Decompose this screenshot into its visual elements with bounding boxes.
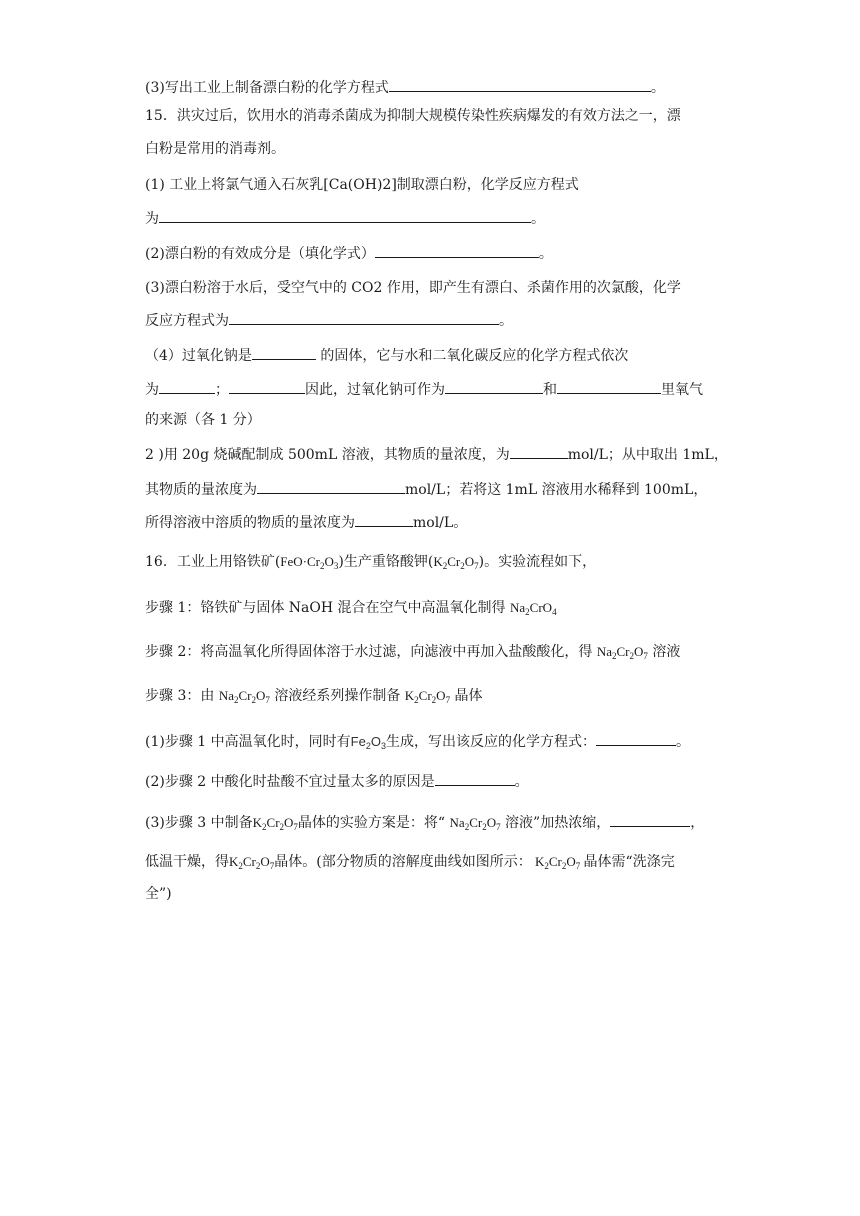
text: 的来源（各 1 分）: [145, 412, 261, 428]
text: 晶体。(部分物质的溶解度曲线如图所示：: [274, 854, 532, 870]
text: 。: [514, 774, 529, 790]
text: mol/L；若将这 1mL 溶液用水稀释到 100mL，: [405, 482, 708, 498]
formula-k2cr2o7: $K_2Cr_2O_7$: [433, 554, 479, 571]
q15-4-line3: [145, 410, 261, 430]
text: 所得溶液中溶质的物质的量浓度为: [145, 515, 355, 531]
formula-na2cr2o7: $Na_2Cr_2O_7$: [218, 688, 270, 705]
formula-na2cro4: $Na_2CrO_4$: [510, 600, 557, 617]
formula-k2cr2o7: $K_2Cr_2O_7$: [252, 815, 298, 832]
text: 因此，过氧化钠可作为: [305, 382, 445, 398]
q16-step3-line: [145, 686, 483, 706]
q16-step2-line: [145, 642, 680, 662]
text: 其物质的量浓度为: [145, 482, 257, 498]
text: (2)漂白粉的有效成分是（填化学式）: [145, 246, 375, 262]
text: 。: [675, 734, 690, 750]
text: 白粉是常用的消毒剂。: [145, 141, 285, 157]
q15-1-line: [145, 175, 579, 195]
text: 生成，写出该反应的化学方程式：: [385, 734, 596, 750]
q16-3-line1: [145, 812, 704, 833]
text: 。: [531, 211, 545, 227]
answer-blank[interactable]: [257, 479, 405, 494]
text: 2 )用 20g 烧碱配制成 500mL 溶液，其物质的量浓度，为: [145, 447, 510, 463]
text: 晶体的实验方案是：将“: [297, 815, 450, 831]
q16-2-line: [145, 771, 529, 792]
q15-5-line3: [145, 512, 467, 533]
text: 晶体需“洗涤完: [583, 854, 675, 870]
text: 低温干燥，得: [145, 854, 229, 870]
q16-step1-line: [145, 598, 557, 618]
text: 为: [145, 382, 159, 398]
answer-blank[interactable]: [229, 310, 499, 325]
text: 步骤 3：由: [145, 688, 219, 704]
text: mol/L。: [413, 515, 468, 531]
text: 为: [145, 211, 159, 227]
answer-blank[interactable]: [252, 345, 316, 360]
text: 和: [543, 382, 557, 398]
text: 。: [650, 80, 665, 96]
text: ，: [690, 815, 705, 831]
text: 溶液”加热浓缩，: [500, 815, 611, 831]
formula-na2cr2o7: $Na_2Cr_2O_7$: [596, 644, 648, 661]
q15-4-line2: [145, 379, 703, 400]
q15-stem-line2: [145, 139, 285, 159]
answer-blank[interactable]: [355, 512, 413, 527]
text: （4）过氧化钠是: [145, 348, 252, 364]
text: mol/L；从中取出 1mL，: [567, 447, 728, 463]
answer-blank[interactable]: [596, 731, 676, 746]
text: 的固体，它与水和二氧化碳反应的化学方程式依次: [315, 348, 629, 364]
q16-stem-line: [145, 552, 596, 572]
formula-feo-cr2o3: $FeO\cdot Cr_2O_3$: [280, 554, 339, 571]
text: 16．工业上用铬铁矿(: [145, 554, 281, 570]
answer-blank[interactable]: [159, 379, 215, 394]
text: 全”): [145, 886, 172, 902]
text: )生产重铬酸钾(: [338, 554, 434, 570]
q15-stem-line1: [145, 106, 681, 126]
q15-2-line: [145, 243, 553, 264]
q16-1-line: [145, 731, 690, 752]
text: 里氧气: [661, 382, 703, 398]
formula-fe2o3: $Fe_2O_3$: [350, 734, 386, 751]
answer-blank[interactable]: [610, 812, 690, 827]
text: (3)步骤 3 中制备: [145, 815, 253, 831]
q14-3-line: [145, 77, 665, 98]
formula-k2cr2o7: $K_2Cr_2O_7$: [404, 688, 451, 705]
text: )。实验流程如下，: [478, 554, 597, 570]
text: (1) 工业上将氯气通入石灰乳[Ca(OH)2]制取漂白粉，化学反应方程式: [145, 177, 579, 193]
text: 15．洪灾过后，饮用水的消毒杀菌成为抑制大规模传染性疾病爆发的有效方法之一，漂: [145, 108, 681, 124]
formula-na2cr2o7: $Na_2Cr_2O_7$: [449, 815, 501, 832]
q15-3-line2: [145, 310, 513, 331]
q16-3-line3: [145, 884, 172, 904]
text: 溶液: [647, 644, 681, 660]
q15-3-line1: [145, 278, 681, 298]
answer-blank[interactable]: [445, 379, 543, 394]
text: (2)步骤 2 中酸化时盐酸不宜过量太多的原因是: [145, 774, 435, 790]
formula-k2cr2o7: $K_2Cr_2O_7$: [531, 854, 581, 871]
answer-blank[interactable]: [375, 243, 539, 258]
q16-3-line2: [145, 852, 675, 872]
q15-4-line1: [145, 345, 628, 366]
answer-blank[interactable]: [435, 771, 515, 786]
answer-blank[interactable]: [389, 77, 651, 92]
answer-blank[interactable]: [159, 208, 531, 223]
formula-k2cr2o7: $K_2Cr_2O_7$: [229, 854, 275, 871]
text: 反应方程式为: [145, 313, 229, 329]
text: (3)漂白粉溶于水后，受空气中的 CO2 作用，即产生有漂白、杀菌作用的次氯酸，化学: [145, 280, 681, 296]
text: (1)步骤 1 中高温氧化时，同时有: [145, 734, 351, 750]
q15-5-line1: [145, 444, 728, 465]
text: 。: [538, 246, 553, 262]
answer-blank[interactable]: [557, 379, 661, 394]
q15-5-line2: [145, 479, 707, 500]
q15-1-answer-line: [145, 208, 545, 229]
text: 步骤 2：将高温氧化所得固体溶于水过滤，向滤液中再加入盐酸酸化，得: [145, 644, 597, 660]
answer-blank[interactable]: [229, 379, 305, 394]
answer-blank[interactable]: [510, 444, 568, 459]
text: 晶体: [450, 688, 483, 704]
text: 溶液经系列操作制备: [269, 688, 405, 704]
text: ；: [215, 382, 229, 398]
text: (3)写出工业上制备漂白粉的化学方程式: [145, 80, 389, 96]
text: 。: [499, 313, 513, 329]
text: 步骤 1：铬铁矿与固体 NaOH 混合在空气中高温氧化制得: [145, 600, 510, 616]
